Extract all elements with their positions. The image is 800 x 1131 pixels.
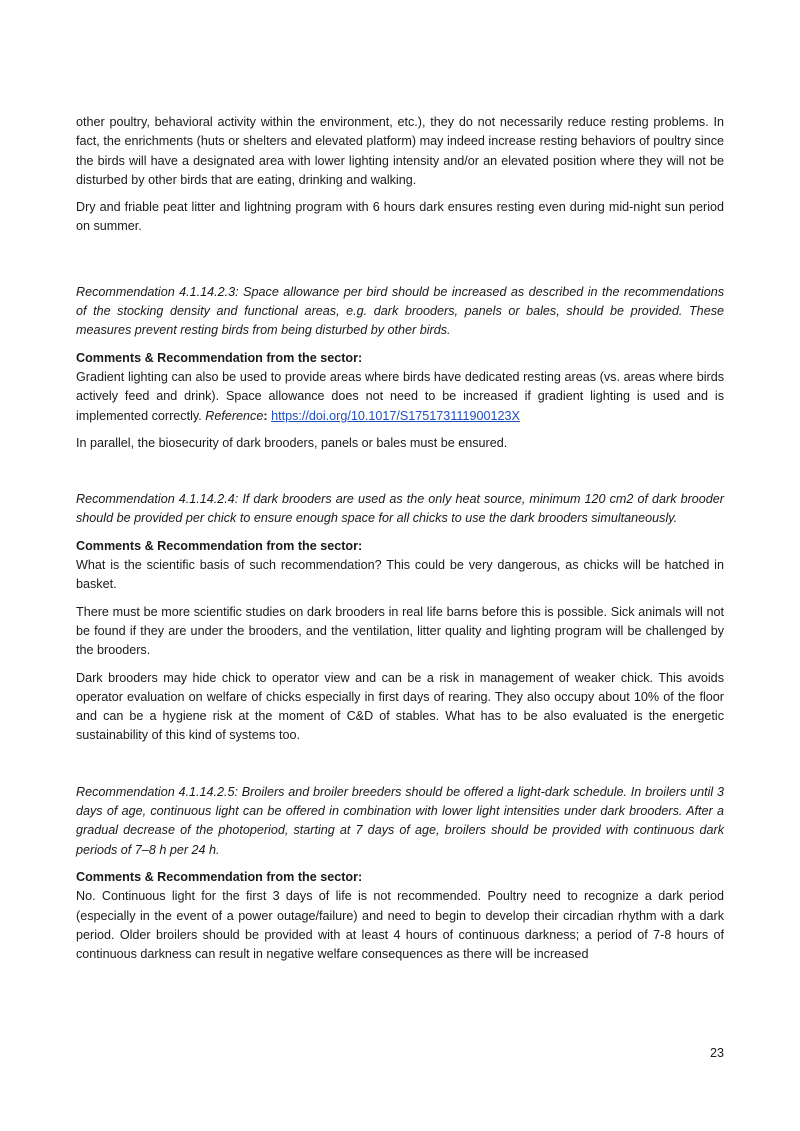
document-page: [76, 113, 724, 964]
comment-paragraph: In parallel, the biosecurity of dark brooders, panels or bales must be ensured.: [76, 435, 508, 450]
comment-paragraph: [76, 368, 724, 426]
reference-label: Reference: [205, 408, 264, 423]
comment-text: Gradient lighting can also be used to provide areas where birds have dedicated resting areas (vs. areas where birds actively feed and drink). Space allowance does not need to be increased if gradient lighting is used and is implemented correctly.: [76, 369, 724, 423]
comment-paragraph: What is the scientific basis of such recommendation? This could be very dangerous, as chicks will be hatched in basket.: [76, 558, 724, 592]
comment-paragraph: No. Continuous light for the first 3 days of life is not recommended. Poultry need to recognize a dark period (especially in the event of a power outage/failure) and need to begin to develop their circadian rhythm with a dark period. Older broilers should be provided with at least 4 hours of continuous darkness; a period of 7-8 hours of continuous darkness can result in negative welfare consequences as there will be increased: [76, 889, 724, 962]
recommendation-text: Recommendation 4.1.14.2.3: Space allowance per bird should be increased as described in the recommendations of the stocking density and functional areas, e.g. dark brooders, panels or bales, should be provided. These measures prevent resting birds from being disturbed by other birds.: [76, 284, 724, 338]
body-paragraph: Dry and friable peat litter and lightning program with 6 hours dark ensures resting even during mid-night sun period on summer.: [76, 200, 724, 234]
recommendation-text: Recommendation 4.1.14.2.4: If dark brooders are used as the only heat source, minimum 120 cm2 of dark brooder should be provided per chick to ensure enough space for all chicks to use the dark brooders simultaneously.: [76, 492, 724, 526]
page-number: 23: [709, 1046, 724, 1060]
reference-colon: :: [263, 408, 268, 423]
recommendation-text: Recommendation 4.1.14.2.5: Broilers and broiler breeders should be offered a light-dark schedule. In broilers until 3 days of age, continuous light can be offered in combination with lower light intensities under dark brooders. After a gradual decrease of the photoperiod, starting at 7 days of age, broilers should be provided with continuous dark periods of 7–8 h per 24 h.: [76, 784, 724, 857]
comment-paragraph: There must be more scientific studies on dark brooders in real life barns before this is possible. Sick animals will not be found if they are under the brooders, and the ventilation, litter quality and lighting program will be challenged by the brooders.: [76, 604, 724, 658]
reference-link[interactable]: https://doi.org/10.1017/S175173111900123X: [271, 408, 520, 423]
comments-heading: Comments & Recommendation from the sector:: [76, 350, 363, 365]
body-paragraph: other poultry, behavioral activity within the environment, etc.), they do not necessarily reduce resting problems. In fact, the enrichments (huts or shelters and elevated platform) may indeed increase resting behaviors of poultry since the birds will have a designated area with lower lighting intensity and/or an elevated position where they will not be disturbed by other birds that are eating, drinking and walking.: [76, 115, 724, 187]
comment-paragraph: Dark brooders may hide chick to operator view and can be a risk in management of weaker chick. This avoids operator evaluation on welfare of chicks especially in first days of rearing. They also occupy about 10% of the floor and can be a hygiene risk at the moment of C&D of stables. What has to be also evaluated is the energetic sustainability of this kind of systems too.: [76, 670, 724, 743]
comments-heading: Comments & Recommendation from the sector:: [76, 538, 363, 553]
comments-heading: Comments & Recommendation from the sector:: [76, 869, 363, 884]
